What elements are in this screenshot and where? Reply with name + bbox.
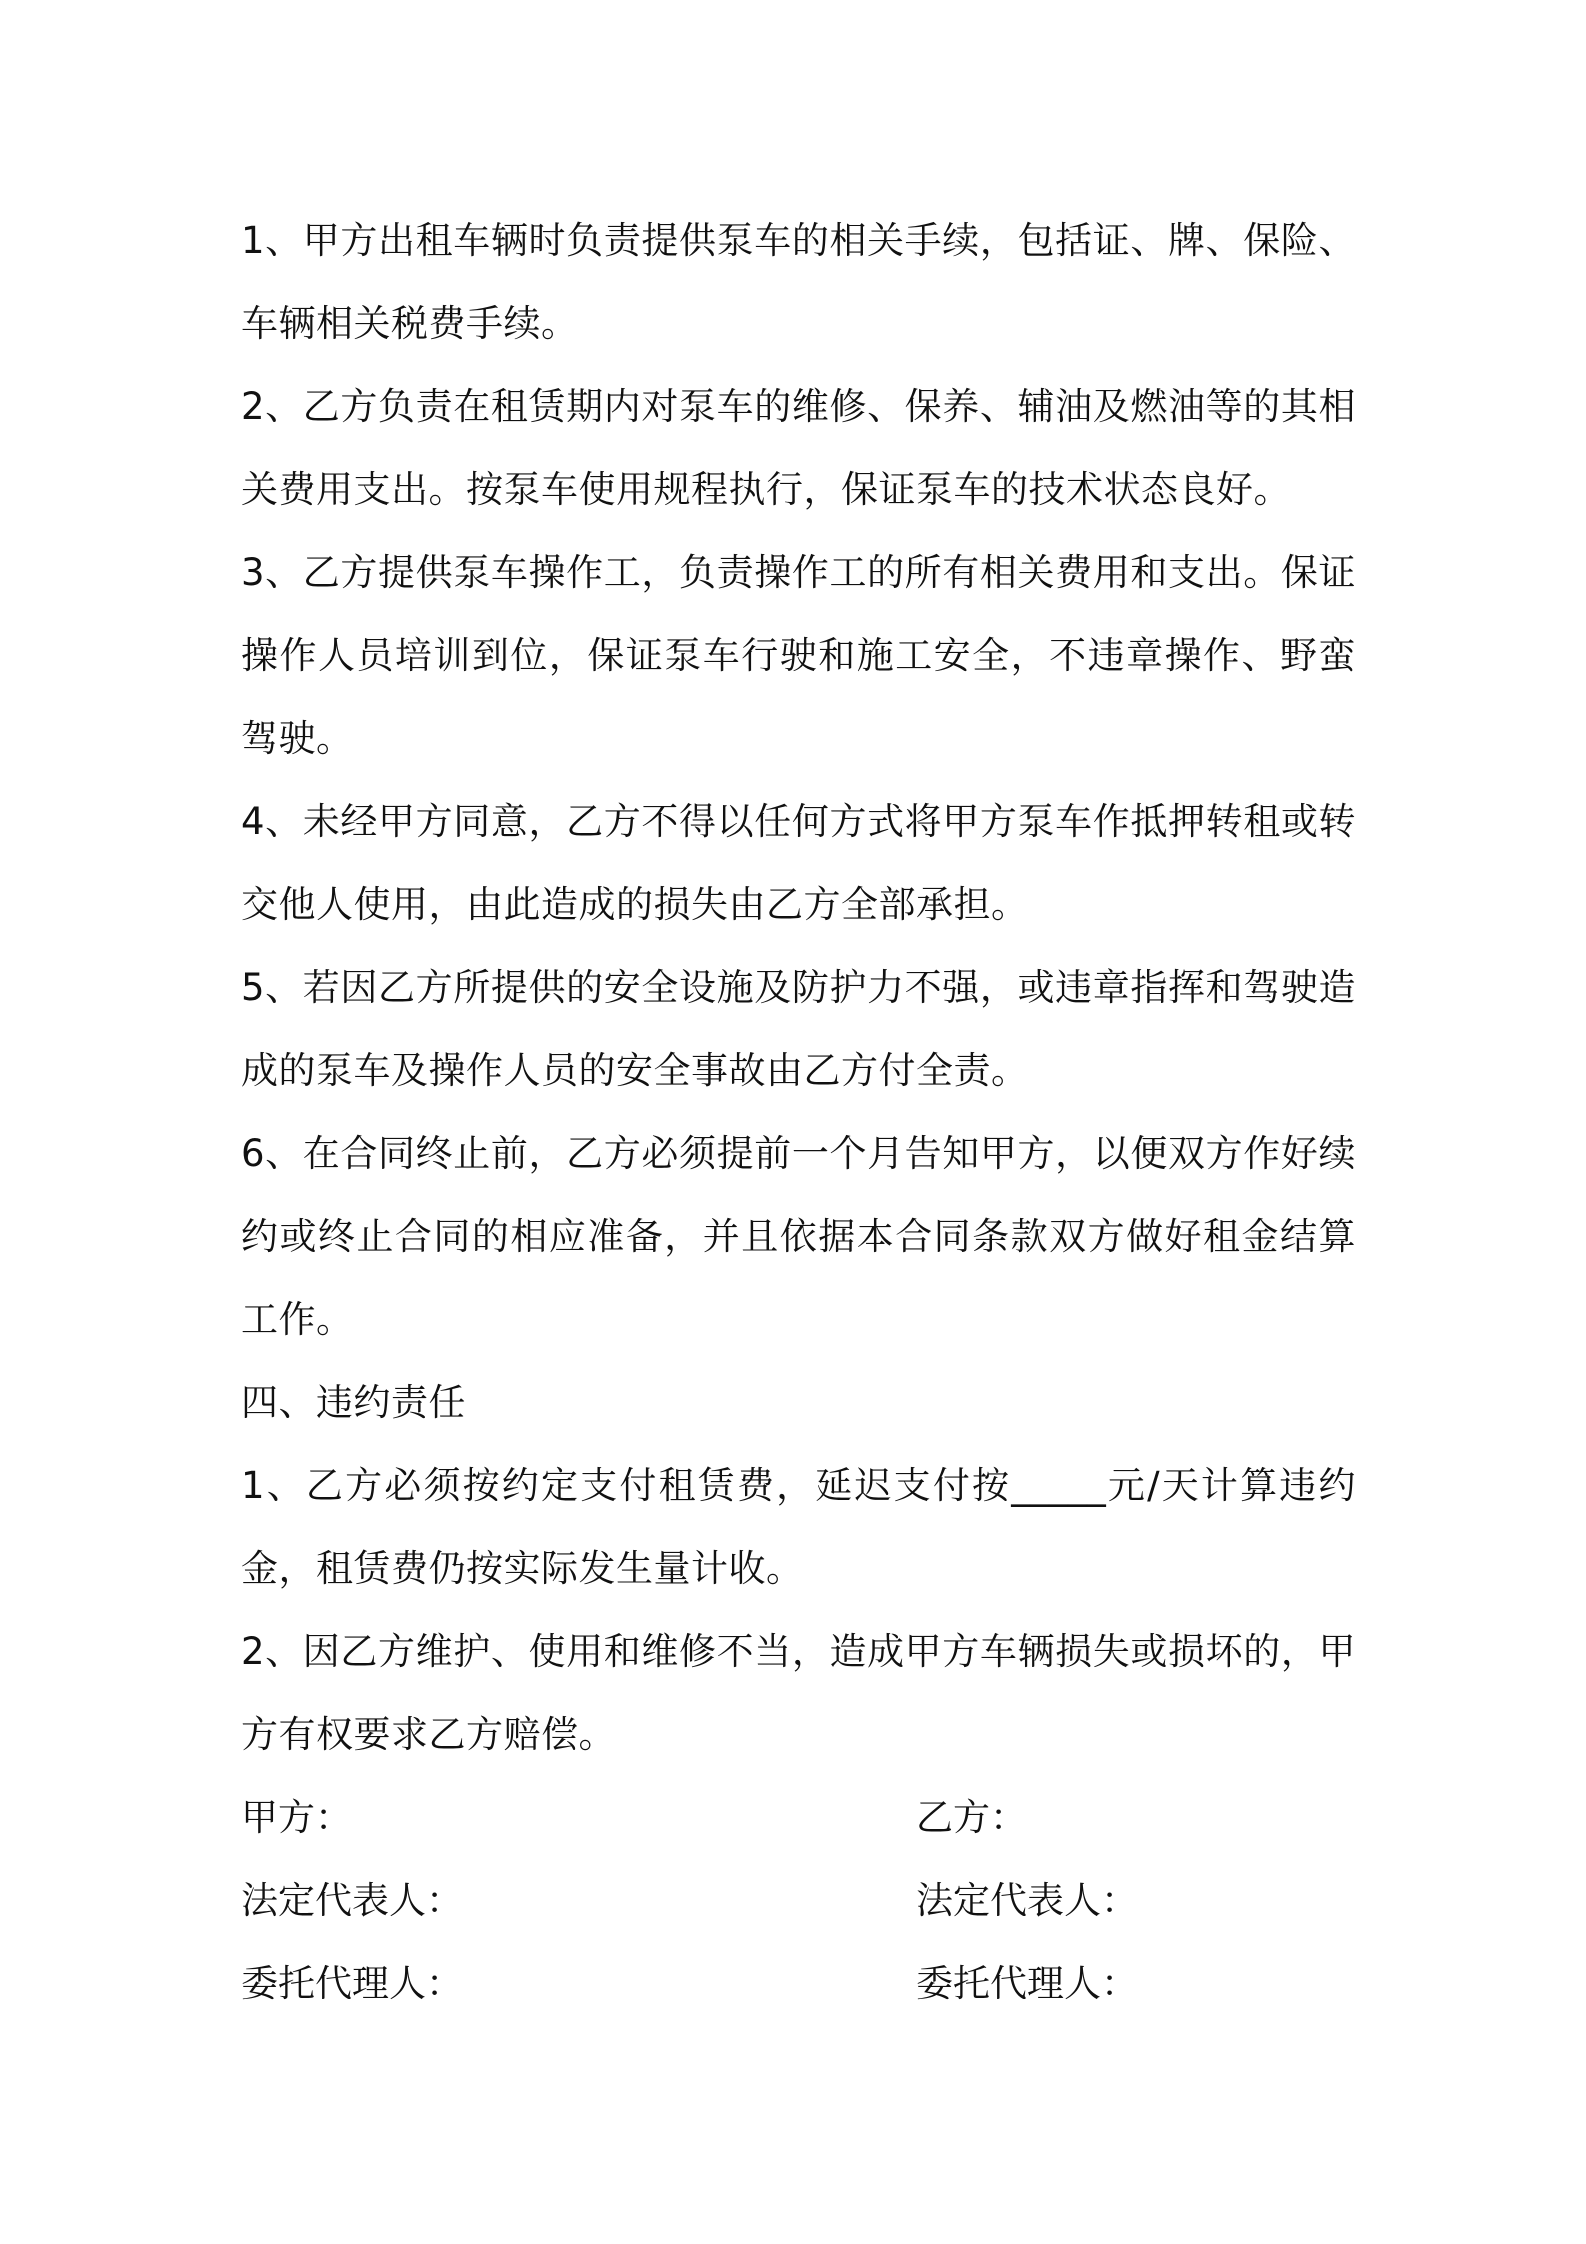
clause-6-termination-notice: 6、在合同终止前，乙方必须提前一个月告知甲方，以便双方作好续约或终止合同的相应准备，并且依据本合同条款双方做好租金结算工作。 [241, 1132, 1356, 1341]
party-a-agent-label: 委托代理人： [241, 1962, 463, 2005]
signature-row-agent [241, 1942, 1356, 2025]
clause-5-safety-liability: 5、若因乙方所提供的安全设施及防护力不强，或违章指挥和驾驶造成的泵车及操作人员的安全事故由乙方付全责。 [241, 966, 1356, 1092]
signature-row-legal-rep [241, 1859, 1356, 1942]
section-heading-breach: 四、违约责任 [241, 1381, 466, 1424]
breach-clause-2-damage-compensation: 2、因乙方维护、使用和维修不当，造成甲方车辆损失或损坏的，甲方有权要求乙方赔偿。 [241, 1630, 1356, 1756]
signature-row-party [241, 1776, 1356, 1859]
party-b-label: 乙方： [916, 1796, 1027, 1839]
party-b-agent-label: 委托代理人： [916, 1962, 1138, 2005]
party-b-legal-rep-label: 法定代表人： [916, 1879, 1138, 1922]
clause-3-operator: 3、乙方提供泵车操作工，负责操作工的所有相关费用和支出。保证操作人员培训到位，保证泵车行驶和施工安全，不违章操作、野蛮驾驶。 [241, 551, 1356, 760]
party-a-legal-rep-label: 法定代表人： [241, 1879, 463, 1922]
clause-1-provide-documents: 1、甲方出租车辆时负责提供泵车的相关手续，包括证、牌、保险、车辆相关税费手续。 [241, 219, 1356, 345]
document-page [241, 199, 1356, 2025]
clause-2-maintenance-costs: 2、乙方负责在租赁期内对泵车的维修、保养、辅油及燃油等的其相关费用支出。按泵车使用规程执行，保证泵车的技术状态良好。 [241, 385, 1356, 511]
breach-clause-1-late-payment: 1、乙方必须按约定支付租赁费，延迟支付按_____元/天计算违约金，租赁费仍按实际发生量计收。 [241, 1464, 1356, 1590]
clause-4-no-sublease: 4、未经甲方同意，乙方不得以任何方式将甲方泵车作抵押转租或转交他人使用，由此造成的损失由乙方全部承担。 [241, 800, 1356, 926]
signature-block [241, 1776, 1356, 2025]
party-a-label: 甲方： [241, 1796, 352, 1839]
